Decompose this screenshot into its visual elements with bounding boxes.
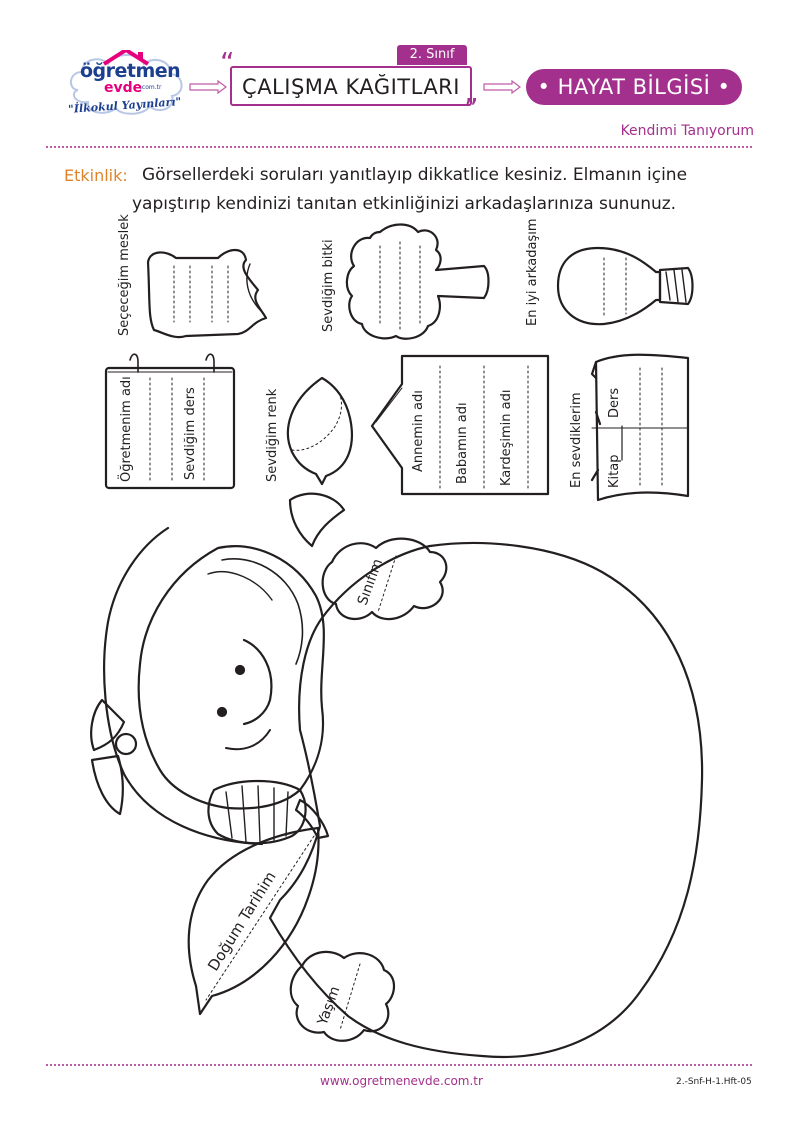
leaf-cutout (288, 378, 352, 484)
svg-text:”: ” (464, 92, 479, 114)
footer-divider (46, 1064, 752, 1066)
bulb-cutout (558, 248, 693, 324)
footer-url[interactable]: www.ogretmenevde.com.tr (320, 1074, 483, 1088)
logo-brand-sub: evde (104, 80, 143, 96)
logo-brand: öğretmen (80, 60, 181, 82)
tree-label: Sevdiğim bitki (321, 239, 336, 332)
worksheet-title: ÇALIŞMA KAĞITLARI (230, 66, 472, 106)
leaf-label: Sevdiğim renk (265, 388, 280, 482)
apple-cutout (91, 494, 702, 1057)
bulb-label: En iyi arkadaşım (525, 218, 540, 326)
house-label-1: Annemin adı (411, 390, 426, 472)
calendar-right-label: Sevdiğim ders (183, 387, 198, 480)
calendar-left-label: Öğretmenim adı (119, 376, 134, 482)
activity-text-line-2: yapıştırıp kendinizi tanıtan etkinliğinizi arkadaşlarınıza sununuz. (132, 194, 677, 214)
apple-cloud-top-label: Sınıfım (354, 556, 387, 608)
activity-text-line-1: Görsellerdeki soruları yanıtlayıp dikkatlice kesiniz. Elmanın içine (142, 165, 688, 185)
footer-code: 2.-Snf-H-1.Hft-05 (676, 1077, 752, 1087)
book-right-label: Ders (607, 387, 622, 418)
owl-cutout (148, 250, 266, 337)
activity-label: Etkinlik: (64, 166, 128, 185)
apple-cloud-bottom-label: Yaşım (314, 984, 344, 1028)
owl-label: Seçeceğim meslek (117, 214, 132, 336)
topic-label: Kendimi Tanıyorum (620, 123, 754, 139)
apple-leaf-label: Doğum Tarihim (204, 868, 280, 975)
logo-domain: .com.tr (140, 84, 162, 91)
svg-text:“: “ (220, 52, 235, 72)
tree-cutout (347, 225, 489, 339)
subject-badge: • HAYAT BİLGİSİ • (526, 69, 742, 105)
book-left-label: Kitap (607, 454, 622, 488)
book-title-label: En sevdiklerim (569, 392, 584, 488)
house-label-3: Kardeşimin adı (499, 389, 514, 486)
house-label-2: Babamın adı (455, 402, 470, 484)
class-badge: 2. Sınıf (397, 45, 467, 65)
logo-tagline: "İlkokul Yayınları" (67, 95, 182, 116)
